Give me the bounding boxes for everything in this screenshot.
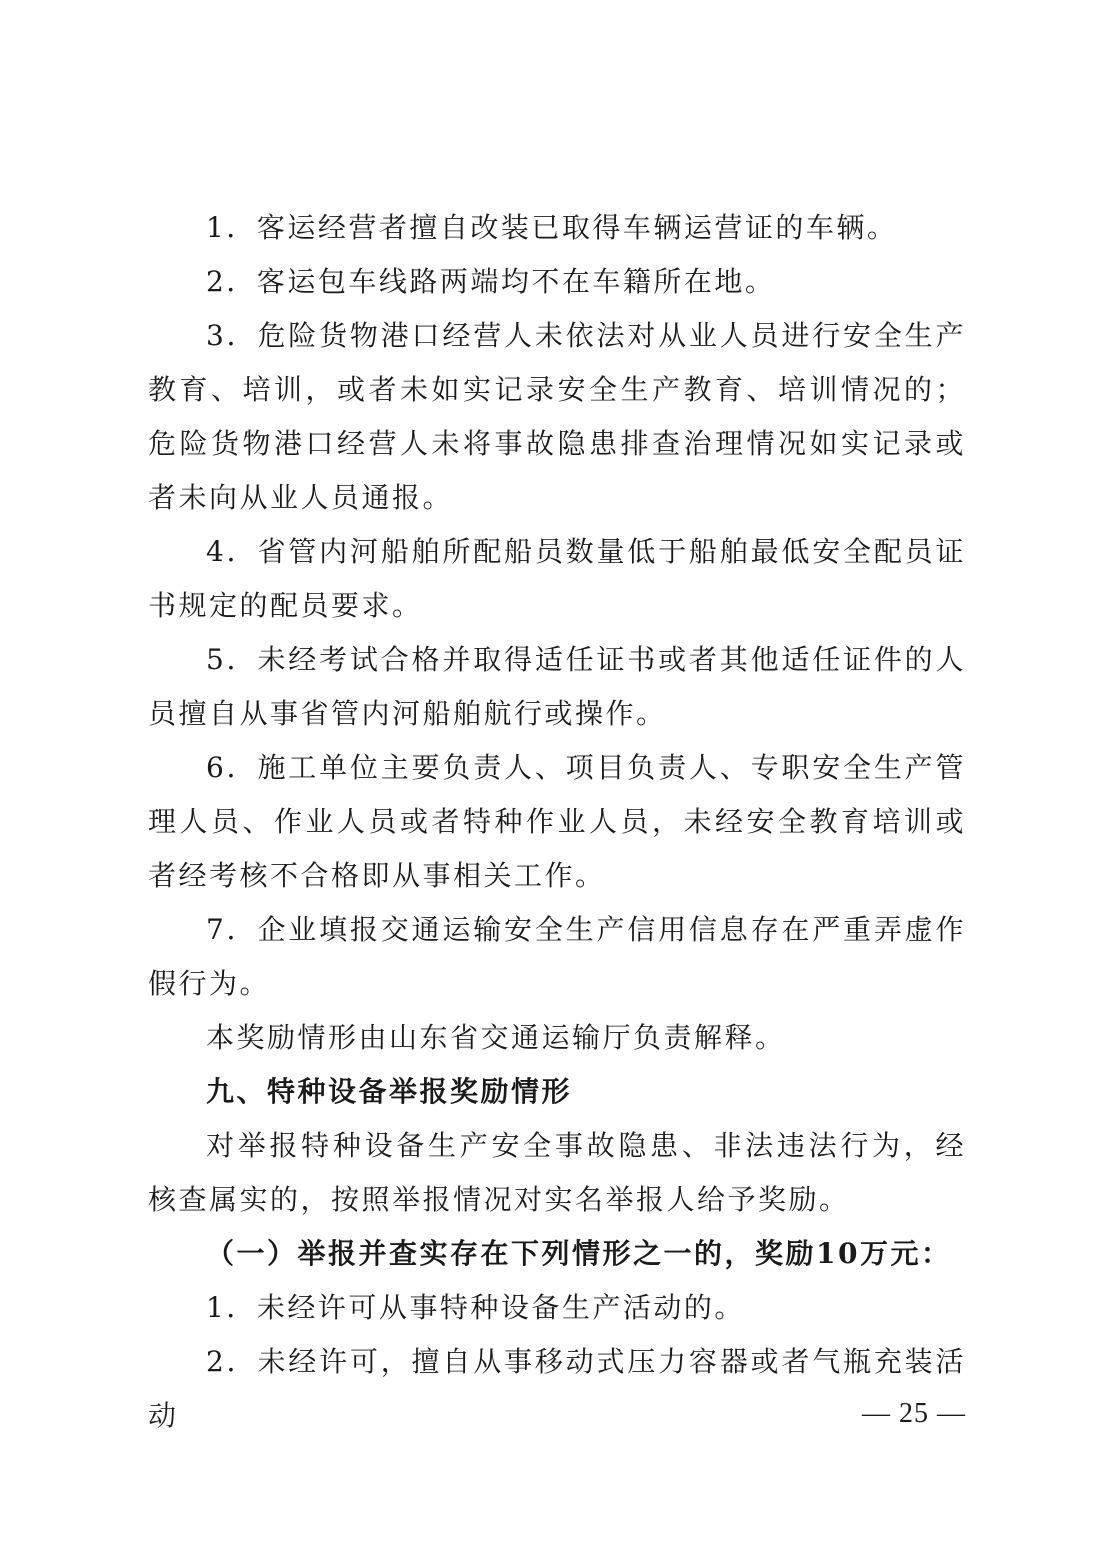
page-number: — 25 — xyxy=(862,1398,966,1429)
subsection-heading: （一）举报并查实存在下列情形之一的，奖励10万元： xyxy=(206,1237,952,1270)
list-item: 5．未经考试合格并取得适任证书或者其他适任证件的人员擅自从事省管内河船舶航行或操作。 xyxy=(148,643,966,730)
list-item: 3．危险货物港口经营人未依法对从业人员进行安全生产教育、培训，或者未如实记录安全生产教育、培训情况的；危险货物港口经营人未将事故隐患排查治理情况如实记录或者未向从业人员通报。 xyxy=(148,319,966,514)
list-item: 1．未经许可从事特种设备生产活动的。 xyxy=(206,1291,745,1324)
list-item: 2．未经许可，擅自从事移动式压力容器或者气瓶充装活动 xyxy=(148,1345,966,1432)
list-item: 2．客运包车线路两端均不在车籍所在地。 xyxy=(206,265,776,298)
interpretation-note: 本奖励情形由山东省交通运输厅负责解释。 xyxy=(206,1021,786,1054)
list-item: 6．施工单位主要负责人、项目负责人、专职安全生产管理人员、作业人员或者特种作业人员，未经安全教育培训或者经考核不合格即从事相关工作。 xyxy=(148,751,966,892)
document-page xyxy=(148,201,966,1443)
list-item: 4．省管内河船舶所配船员数量低于船舶最低安全配员证书规定的配员要求。 xyxy=(148,535,966,622)
list-item: 1．客运经营者擅自改装已取得车辆运营证的车辆。 xyxy=(206,211,898,244)
section-heading: 九、特种设备举报奖励情形 xyxy=(206,1075,573,1108)
section-intro: 对举报特种设备生产安全事故隐患、非法违法行为，经核查属实的，按照举报情况对实名举报人给予奖励。 xyxy=(148,1129,966,1216)
list-item: 7．企业填报交通运输安全生产信用信息存在严重弄虚作假行为。 xyxy=(148,913,966,1000)
